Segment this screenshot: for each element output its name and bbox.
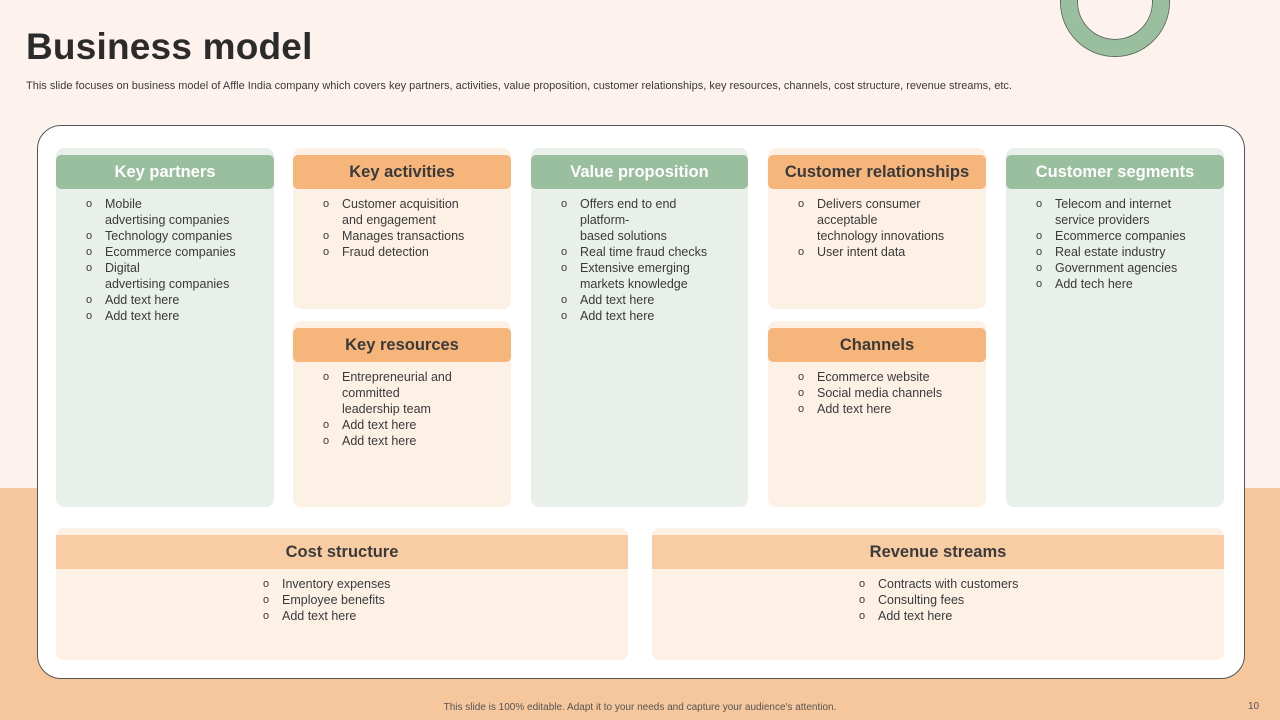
list-item: o Social media channels (798, 385, 942, 401)
list-item: o Real estate industry (1036, 244, 1186, 260)
card-title: Key resources (293, 328, 511, 362)
card-title: Cost structure (56, 535, 628, 569)
list-item: o Consulting fees (859, 592, 1018, 608)
card-customer-relationships (768, 148, 986, 309)
item-list (561, 196, 707, 324)
decorative-ring (1061, 0, 1169, 56)
list-item: o Contracts with customers (859, 576, 1018, 592)
list-item: o Real time fraud checks (561, 244, 707, 260)
list-item: o Add text here (323, 417, 452, 433)
card-title: Key activities (293, 155, 511, 189)
card-customer-segments (1006, 148, 1224, 507)
card-title: Key partners (56, 155, 274, 189)
list-item: o Mobile advertising companies (86, 196, 236, 228)
card-title: Channels (768, 328, 986, 362)
list-item: o Entrepreneurial and committed leadership team (323, 369, 452, 417)
card-key-activities (293, 148, 511, 309)
list-item: o Add text here (561, 292, 707, 308)
card-title: Value proposition (531, 155, 748, 189)
slide-title: Business model (26, 26, 313, 67)
list-item: o Delivers consumer acceptable technology innovations (798, 196, 944, 244)
list-item: o Add text here (86, 292, 236, 308)
item-list (798, 196, 944, 260)
card-channels (768, 321, 986, 507)
card-title: Revenue streams (652, 535, 1224, 569)
list-item: o Add text here (561, 308, 707, 324)
list-item: o Add text here (263, 608, 390, 624)
item-list (1036, 196, 1186, 292)
card-key-partners (56, 148, 274, 507)
card-title: Customer segments (1006, 155, 1224, 189)
item-list (798, 369, 942, 417)
card-value-proposition (531, 148, 748, 507)
list-item: o Ecommerce website (798, 369, 942, 385)
page-number: 10 (1248, 701, 1260, 712)
slide-footer: This slide is 100% editable. Adapt it to your needs and capture your audience's attention. (443, 702, 837, 713)
list-item: o Fraud detection (323, 244, 464, 260)
list-item: o Digital advertising companies (86, 260, 236, 292)
list-item: o Telecom and internet service providers (1036, 196, 1186, 228)
list-item: o Technology companies (86, 228, 236, 244)
list-item: o Government agencies (1036, 260, 1186, 276)
card-revenue-streams (652, 528, 1224, 660)
item-list (263, 576, 390, 624)
list-item: o Add text here (798, 401, 942, 417)
list-item: o Add text here (323, 433, 452, 449)
list-item: o Offers end to end platform- based solutions (561, 196, 707, 244)
slide-subtitle: This slide focuses on business model of Affle India company which covers key partners, activities, value proposition, customer relationships, key resources, channels, cost structure, revenue streams, etc. (26, 80, 1012, 92)
card-cost-structure (56, 528, 628, 660)
list-item: o User intent data (798, 244, 944, 260)
list-item: o Inventory expenses (263, 576, 390, 592)
item-list (323, 196, 464, 260)
card-title: Customer relationships (768, 155, 986, 189)
list-item: o Extensive emerging markets knowledge (561, 260, 707, 292)
item-list (859, 576, 1018, 624)
card-key-resources (293, 321, 511, 507)
item-list (323, 369, 452, 449)
list-item: o Ecommerce companies (1036, 228, 1186, 244)
list-item: o Add text here (859, 608, 1018, 624)
list-item: o Manages transactions (323, 228, 464, 244)
list-item: o Ecommerce companies (86, 244, 236, 260)
list-item: o Employee benefits (263, 592, 390, 608)
list-item: o Add tech here (1036, 276, 1186, 292)
list-item: o Add text here (86, 308, 236, 324)
item-list (86, 196, 236, 324)
list-item: o Customer acquisition and engagement (323, 196, 464, 228)
